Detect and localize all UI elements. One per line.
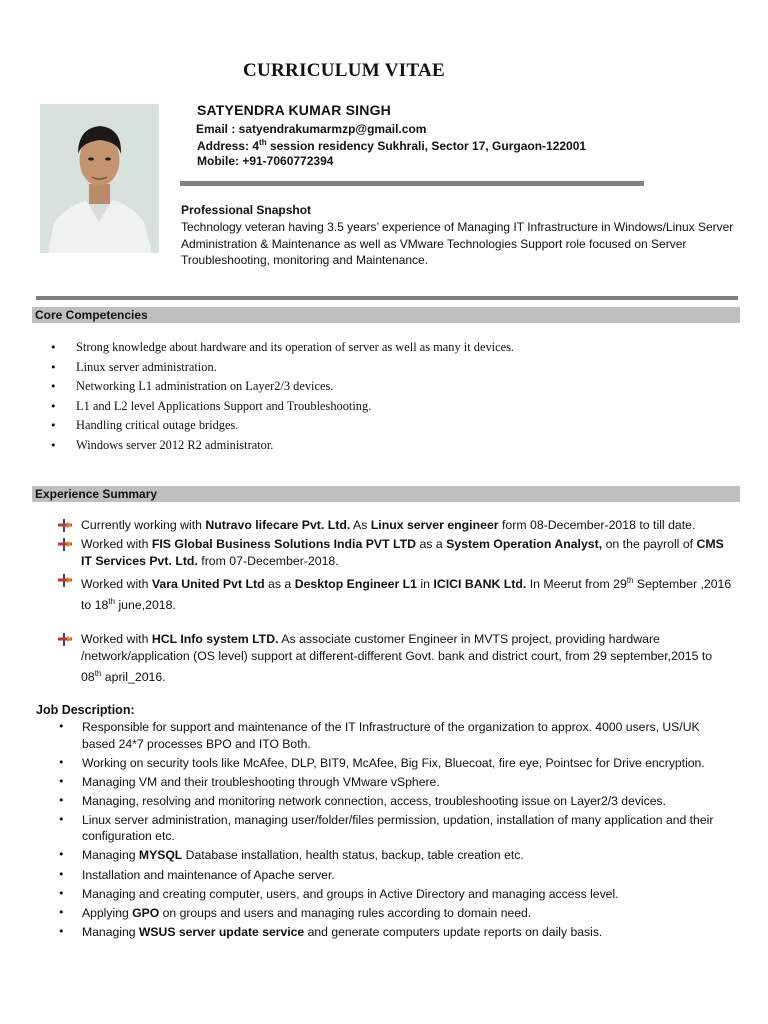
list-item: • Linux server administration. (36, 358, 736, 378)
experience-list (56, 517, 734, 688)
list-item: • Windows server 2012 R2 administrator. (36, 436, 736, 456)
document-title: CURRICULUM VITAE (242, 60, 446, 81)
list-item: • Installation and maintenance of Apache server. (36, 867, 736, 884)
arrow-bullet-icon (58, 633, 72, 646)
mobile-line: Mobile: +91-7060772394 (197, 154, 334, 168)
experience-summary-heading: Experience Summary (32, 486, 740, 502)
list-item: • Networking L1 administration on Layer2/3 devices. (36, 377, 736, 397)
header-divider (180, 181, 644, 186)
list-item: Currently working with Nutravo lifecare Pvt. Ltd. As Linux server engineer form 08-December-2018 to till date. (56, 517, 734, 534)
list-item: • Applying GPO on groups and users and managing rules according to domain need. (36, 905, 736, 922)
email-line: Email : satyendrakumarmzp@gmail.com (196, 122, 427, 136)
list-item: Worked with HCL Info system LTD. As associate customer Engineer in MVTS project, providing hardware /network/application (OS level) support at different-different Govt. bank and district court, from 29 september,2015 to 08th april_2016. (56, 631, 734, 686)
snapshot-text: Technology veteran having 3.5 years’ experience of Managing IT Infrastructure in Windows/Linux Server Administration & Maintenance as well as VMware Technologies Support role focused on Server Troubleshooting, monitoring and Maintenance. (181, 220, 734, 267)
list-item: • L1 and L2 level Applications Support and Troubleshooting. (36, 397, 736, 417)
list-item: • Managing, resolving and monitoring network connection, access, troubleshooting issue on Layer2/3 devices. (36, 793, 736, 810)
list-item: • Managing VM and their troubleshooting through VMware vSphere. (36, 774, 736, 791)
arrow-bullet-icon (58, 574, 72, 587)
list-item: • Strong knowledge about hardware and its operation of server as well as many it devices. (36, 338, 736, 358)
candidate-name: SATYENDRA KUMAR SINGH (197, 102, 391, 118)
list-item: • Managing and creating computer, users, and groups in Active Directory and managing access level. (36, 886, 736, 903)
list-item: • Responsible for support and maintenance of the IT Infrastructure of the organization to approx. 4000 users, US/UK based 24*7 processes BPO and ITO Both. (36, 719, 736, 752)
list-item: Worked with FIS Global Business Solutions India PVT LTD as a System Operation Analyst, on the payroll of CMS IT Services Pvt. Ltd. from 07-December-2018. (56, 536, 734, 570)
address-line: Address: 4th session residency Sukhrali, Sector 17, Gurgaon-122001 (197, 138, 587, 153)
competencies-list (36, 338, 736, 455)
job-description-list (36, 719, 736, 943)
snapshot-heading: Professional Snapshot (181, 203, 312, 217)
job-description-heading: Job Description: (36, 703, 135, 717)
list-item: • Linux server administration, managing user/folder/files permission, updation, installation of many application and their configuration etc. (36, 812, 736, 845)
arrow-bullet-icon (58, 538, 72, 551)
arrow-bullet-icon (58, 519, 72, 532)
list-item: Worked with Vara United Pvt Ltd as a Desktop Engineer L1 in ICICI BANK Ltd. In Meerut from 29th September ,2016 to 18th june,2018. (56, 572, 734, 614)
list-item: • Managing MYSQL Database installation, health status, backup, table creation etc. (36, 847, 736, 864)
profile-photo (40, 104, 159, 253)
list-item: • Managing WSUS server update service and generate computers update reports on daily basis. (36, 924, 736, 941)
list-item: • Working on security tools like McAfee, DLP, BIT9, McAfee, Big Fix, Bluecoat, fire eye, Pointsec for Drive encryption. (36, 755, 736, 772)
section-divider (36, 296, 738, 300)
list-item: • Handling critical outage bridges. (36, 416, 736, 436)
core-competencies-heading: Core Competencies (32, 307, 740, 323)
